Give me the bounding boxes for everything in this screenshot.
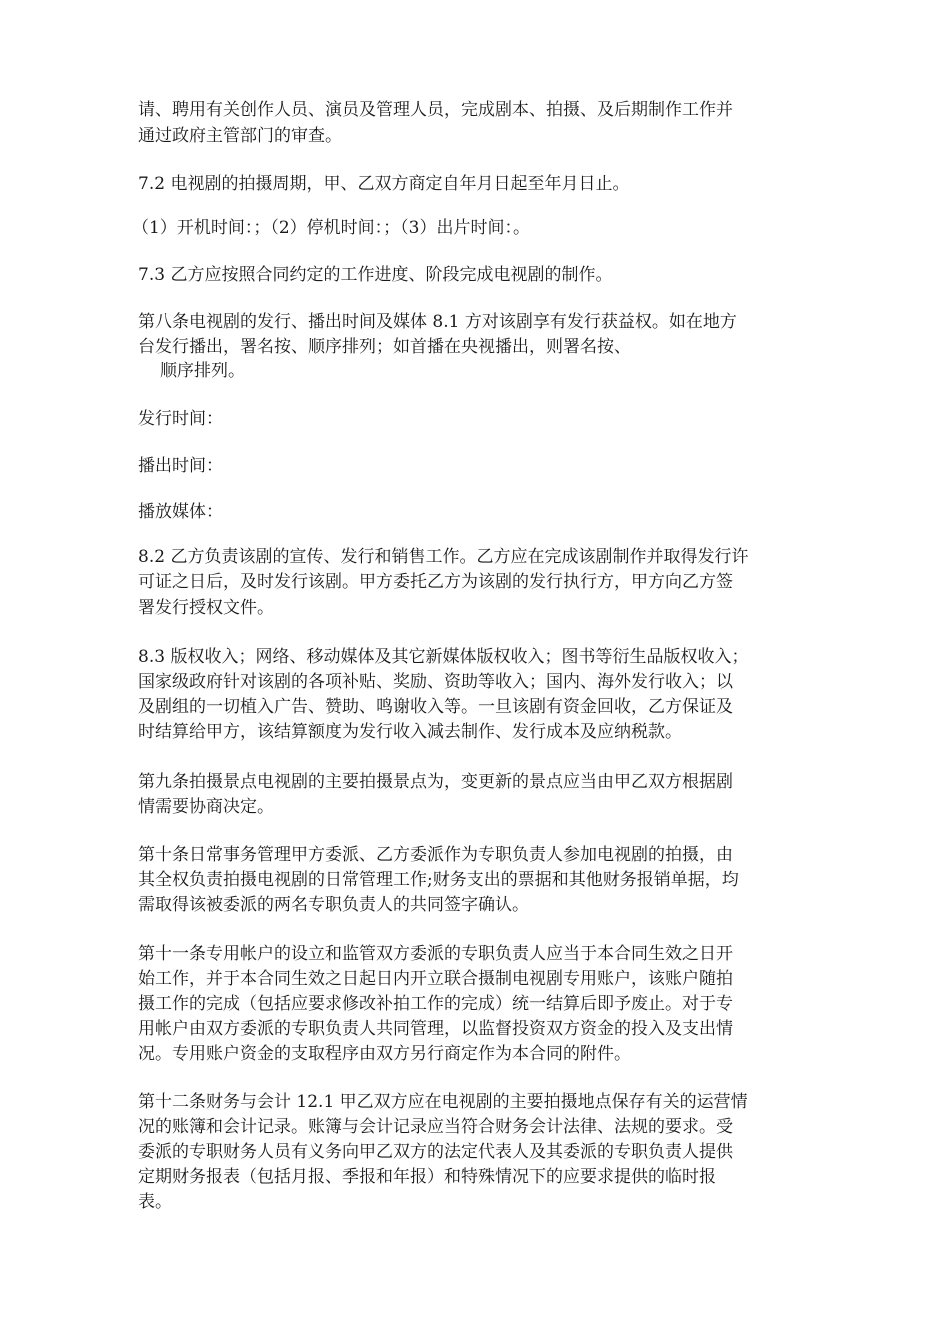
- text-line: 通过政府主管部门的审查。: [138, 126, 342, 146]
- text-line: 需取得该被委派的两名专职负责人的共同签字确认。: [138, 895, 529, 915]
- text-line: 署发行授权文件。: [138, 598, 274, 618]
- text-line: 台发行播出，署名按、顺序排列；如首播在央视播出，则署名按、: [138, 337, 631, 357]
- text-line: 8.3 版权收入；网络、移动媒体及其它新媒体版权收入；图书等衍生品版权收入；: [138, 647, 749, 667]
- text-line: 始工作，并于本合同生效之日起日内开立联合摄制电视剧专用账户，该账户随拍: [138, 969, 733, 989]
- text-line: 摄工作的完成（包括应要求修改补拍工作的完成）统一结算后即予废止。对于专: [138, 994, 733, 1014]
- text-line: 及剧组的一切植入广告、赞助、鸣谢收入等。一旦该剧有资金回收，乙方保证及: [138, 697, 733, 717]
- text-line: 可证之日后，及时发行该剧。甲方委托乙方为该剧的发行执行方，甲方向乙方签: [138, 572, 733, 592]
- text-line: 播出时间：: [138, 456, 223, 476]
- text-line: 7.2 电视剧的拍摄周期，甲、乙双方商定自年月日起至年月日止。: [138, 174, 630, 194]
- text-line: 定期财务报表（包括月报、季报和年报）和特殊情况下的应要求提供的临时报: [138, 1167, 716, 1187]
- text-line: 播放媒体：: [138, 502, 223, 522]
- text-line: 顺序排列。: [160, 361, 245, 381]
- text-line: 国家级政府针对该剧的各项补贴、奖励、资助等收入；国内、海外发行收入；以: [138, 672, 733, 692]
- text-line: 请、聘用有关创作人员、演员及管理人员，完成剧本、拍摄、及后期制作工作并: [138, 100, 733, 120]
- text-line: 况的账簿和会计记录。账簿与会计记录应当符合财务会计法律、法规的要求。受: [138, 1117, 733, 1137]
- text-line: 7.3 乙方应按照合同约定的工作进度、阶段完成电视剧的制作。: [138, 265, 613, 285]
- text-line: 用帐户由双方委派的专职负责人共同管理，以监督投资双方资金的投入及支出情: [138, 1019, 733, 1039]
- text-line: （1）开机时间：；（2）停机时间：；（3）出片时间：。: [132, 218, 530, 238]
- text-line: 其全权负责拍摄电视剧的日常管理工作;财务支出的票据和其他财务报销单据，均: [138, 870, 739, 890]
- text-line: 第十条日常事务管理甲方委派、乙方委派作为专职负责人参加电视剧的拍摄，由: [138, 845, 733, 865]
- text-line: 第十二条财务与会计 12.1 甲乙双方应在电视剧的主要拍摄地点保存有关的运营情: [138, 1092, 748, 1112]
- text-line: 委派的专职财务人员有义务向甲乙双方的法定代表人及其委派的专职负责人提供: [138, 1142, 733, 1162]
- text-line: 第十一条专用帐户的设立和监管双方委派的专职负责人应当于本合同生效之日开: [138, 944, 733, 964]
- text-line: 情需要协商决定。: [138, 797, 274, 817]
- text-line: 发行时间：: [138, 409, 223, 429]
- text-line: 表。: [138, 1192, 172, 1212]
- text-line: 第八条电视剧的发行、播出时间及媒体 8.1 方对该剧享有发行获益权。如在地方: [138, 312, 737, 332]
- text-line: 况。专用账户资金的支取程序由双方另行商定作为本合同的附件。: [138, 1044, 631, 1064]
- text-line: 第九条拍摄景点电视剧的主要拍摄景点为，变更新的景点应当由甲乙双方根据剧: [138, 772, 733, 792]
- text-line: 时结算给甲方，该结算额度为发行收入减去制作、发行成本及应纳税款。: [138, 722, 682, 742]
- text-line: 8.2 乙方负责该剧的宣传、发行和销售工作。乙方应在完成该剧制作并取得发行许: [138, 547, 749, 567]
